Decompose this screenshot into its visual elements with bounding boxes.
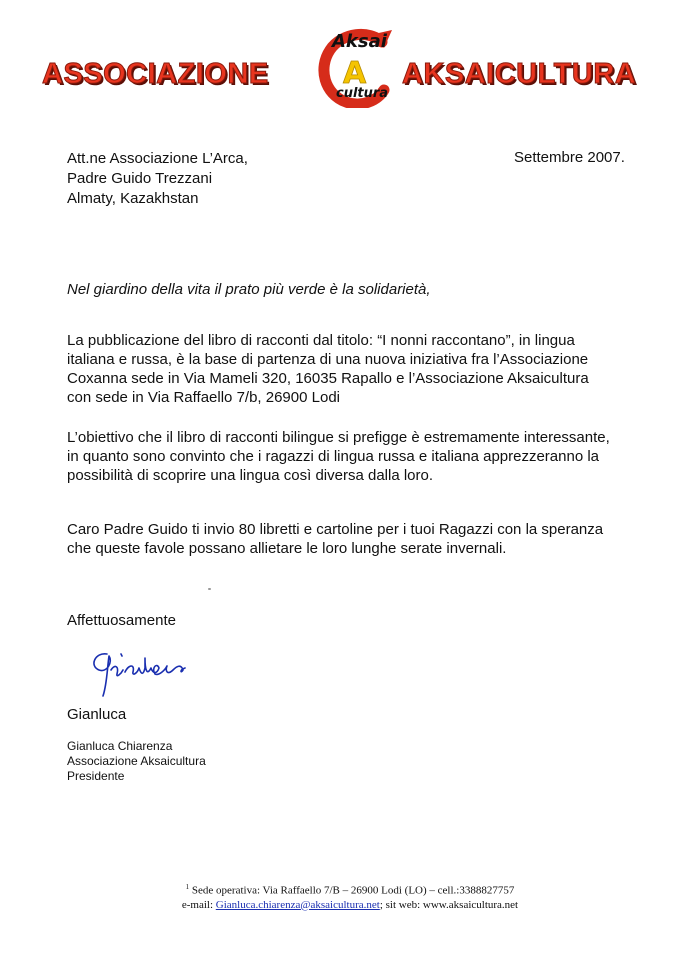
paragraph-3 [67,520,667,558]
paragraph-2-line: in quanto sono convinto che i ragazzi di lingua russa e italiana apprezzeranno la [67,448,600,465]
footer-website: ; sit web: www.aksaicultura.net [379,898,519,911]
footer-line-2 [0,898,700,912]
letterhead-left-word: ASSOCIAZIONE [42,58,269,90]
recipient-address [67,149,248,209]
signer-full-name: Gianluca Chiarenza [67,739,173,753]
footnote-mark: 1 [185,883,190,891]
paragraph-3-line: che queste favole possano allietare le loro lunghe serate invernali. [67,540,507,557]
footer [0,880,700,912]
svg-text:A: A [343,56,367,91]
paragraph-2-line: L’obiettivo che il libro di racconti bilingue si prefigge è estremamente interessante, [67,429,610,446]
signer-role: Presidente [67,769,125,783]
scan-speck [208,588,211,590]
closing-salutation: Affettuosamente [67,612,176,629]
signer-organization: Associazione Aksaicultura [67,754,206,768]
logo-bottom-word: cultura [336,86,389,101]
recipient-line-3: Almaty, Kazakhstan [67,190,199,207]
footer-email-label: e-mail: [181,898,214,911]
footer-address: Sede operativa: Via Raffaello 7/B – 26900 Lodi (LO) – cell.:3388827757 [191,884,515,897]
signer-block [67,739,206,784]
paragraph-1 [67,331,667,407]
recipient-line-2: Padre Guido Trezzani [67,170,213,187]
paragraph-1-line: con sede in Via Raffaello 7/b, 26900 Lodi [67,389,340,406]
paragraph-1-line: La pubblicazione del libro di racconti dal titolo: “I nonni raccontano”, in lingua [67,332,575,349]
logo-top-word: Aksai [332,31,387,52]
paragraph-3-line: Caro Padre Guido ti invio 80 libretti e cartoline per i tuoi Ragazzi con la speranza [67,521,604,538]
paragraph-1-line: Coxanna sede in Via Mameli 320, 16035 Rapallo e l’Associazione Aksaicultura [67,370,589,387]
paragraph-2-line: possibilità di scoprire una lingua così diversa dalla loro. [67,467,434,484]
letterhead-right-word: AKSAICULTURA [402,58,637,90]
handwritten-signature [85,640,200,700]
recipient-line-1: Att.ne Associazione L’Arca, [67,150,248,167]
signer-first-name: Gianluca [67,706,127,723]
aksaicultura-logo [312,28,398,108]
paragraph-2 [67,428,667,485]
signature-icon [85,640,200,700]
letter-date: Settembre 2007. [514,149,625,166]
motto: Nel giardino della vita il prato più verde è la solidarietà, [67,281,431,298]
paragraph-1-line: italiana e russa, è la base di partenza di una nuova iniziativa fra l’Associazione [67,351,589,368]
footer-line-1 [0,880,700,898]
email-link[interactable]: Gianluca.chiarenza@aksaicultura.net [215,898,380,911]
letterhead [40,28,680,108]
